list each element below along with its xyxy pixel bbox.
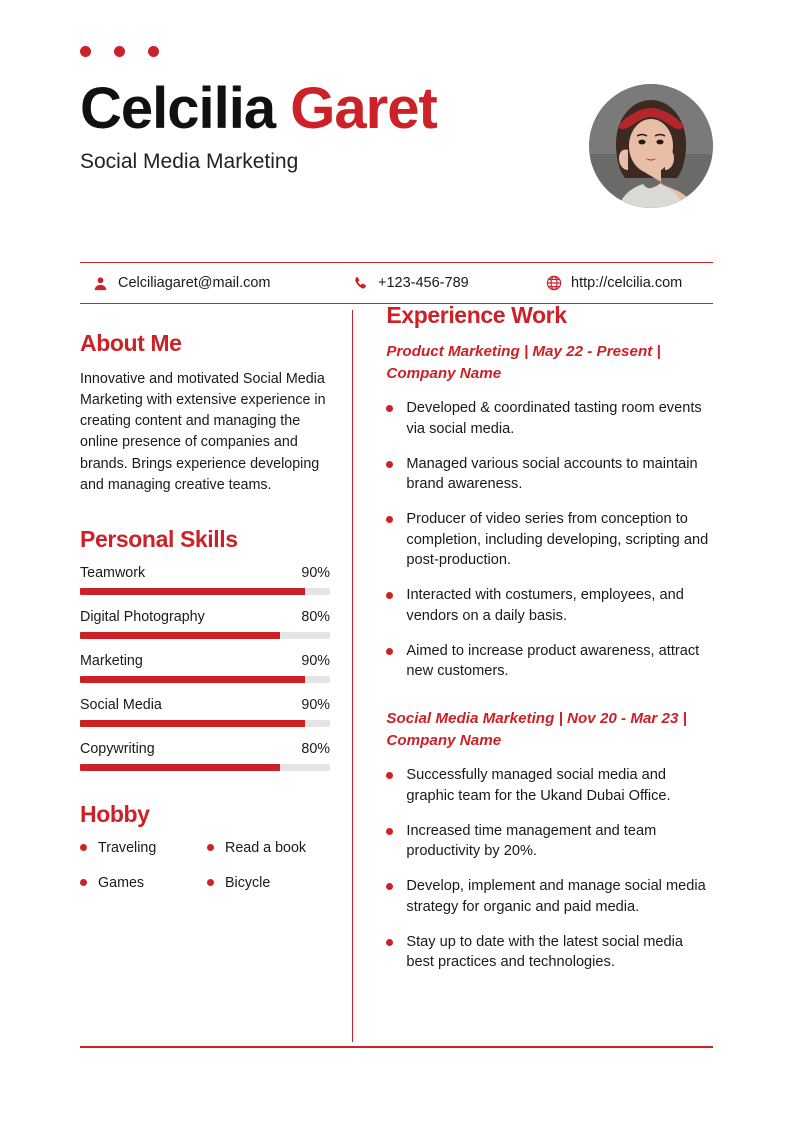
dot-icon bbox=[114, 46, 125, 57]
skill-bar-fill bbox=[80, 676, 305, 683]
skill-name: Marketing bbox=[80, 652, 143, 669]
bullet-icon bbox=[386, 939, 393, 946]
skill-bar-fill bbox=[80, 764, 280, 771]
phone-icon bbox=[352, 275, 369, 292]
skill-item bbox=[80, 565, 330, 595]
contact-phone-text: +123-456-789 bbox=[378, 275, 469, 291]
contact-website-text: http://celcilia.com bbox=[571, 275, 683, 291]
skill-bar-track bbox=[80, 632, 330, 639]
hobby-label: Traveling bbox=[98, 839, 157, 856]
bullet-text: Successfully managed social media and graphic team for the Ukand Dubai Office. bbox=[406, 767, 671, 804]
experience-bullets bbox=[386, 765, 713, 973]
bullet-icon bbox=[386, 648, 393, 655]
list-item bbox=[386, 585, 713, 626]
skill-percent: 90% bbox=[301, 564, 330, 581]
skill-bar-fill bbox=[80, 720, 305, 727]
left-column bbox=[80, 302, 352, 1044]
list-item bbox=[386, 398, 713, 439]
job-heading: Social Media Marketing | Nov 20 - Mar 23 | Company Name bbox=[386, 710, 687, 749]
bullet-icon bbox=[207, 844, 214, 851]
skill-bar-fill bbox=[80, 588, 305, 595]
bullet-icon bbox=[386, 883, 393, 890]
list-item bbox=[207, 840, 330, 856]
list-item bbox=[207, 875, 330, 891]
bullet-text: Increased time management and team productivity by 20%. bbox=[406, 822, 657, 860]
bullet-text: Stay up to date with the latest social media best practices and technologies. bbox=[406, 933, 684, 971]
globe-icon bbox=[545, 275, 562, 292]
bullet-icon bbox=[386, 405, 393, 412]
skills-title: Personal Skills bbox=[80, 525, 238, 552]
hobby-label: Bicycle bbox=[225, 874, 271, 891]
bottom-rule bbox=[80, 1046, 713, 1048]
bullet-icon bbox=[80, 844, 87, 851]
job-role: Social Media Marketing bbox=[80, 150, 299, 173]
skill-item bbox=[80, 697, 330, 727]
skill-name: Teamwork bbox=[80, 564, 146, 581]
contact-phone[interactable] bbox=[352, 275, 545, 292]
right-column bbox=[353, 302, 713, 1044]
first-name: Celcilia bbox=[80, 76, 276, 141]
bullet-text: Aimed to increase product awareness, attract new customers. bbox=[406, 642, 700, 680]
bullet-text: Developed & coordinated tasting room events via social media. bbox=[406, 400, 702, 437]
skill-percent: 90% bbox=[301, 696, 330, 713]
contact-email[interactable] bbox=[80, 275, 352, 292]
contact-email-text: Celciliagaret@mail.com bbox=[118, 275, 271, 291]
skill-name: Social Media bbox=[80, 696, 162, 713]
list-item bbox=[80, 875, 207, 891]
list-item bbox=[386, 876, 713, 917]
list-item bbox=[386, 509, 713, 571]
skill-bar-track bbox=[80, 676, 330, 683]
body bbox=[80, 302, 713, 1044]
skill-item bbox=[80, 653, 330, 683]
bullet-text: Develop, implement and manage social media strategy for organic and paid media. bbox=[406, 878, 706, 915]
about-text: Innovative and motivated Social Media Marketing with extensive experience in creating content and managing the online presence of companies and brands. Brings experience developing and managing creative teams. bbox=[80, 371, 326, 493]
list-item bbox=[80, 840, 207, 856]
list-item bbox=[386, 821, 713, 862]
bullet-icon bbox=[386, 828, 393, 835]
skill-bar-fill bbox=[80, 632, 280, 639]
bullet-text: Interacted with costumers, employees, and vendors on a daily basis. bbox=[406, 587, 684, 624]
dot-icon bbox=[80, 46, 91, 57]
hobby-label: Read a book bbox=[225, 839, 307, 856]
about-title: About Me bbox=[80, 330, 182, 356]
list-item bbox=[386, 765, 713, 806]
job-heading: Product Marketing | May 22 - Present | Company Name bbox=[386, 343, 661, 382]
skill-bar-track bbox=[80, 764, 330, 771]
experience-title: Experience Work bbox=[386, 302, 567, 328]
hobby-title: Hobby bbox=[80, 800, 150, 827]
avatar bbox=[589, 84, 713, 208]
skill-percent: 80% bbox=[301, 608, 330, 625]
contact-website[interactable] bbox=[545, 275, 713, 292]
bullet-text: Producer of video series from conception to completion, including developing, scripting and post-production. bbox=[406, 511, 709, 569]
hobby-list bbox=[80, 840, 330, 891]
last-name: Garet bbox=[290, 76, 437, 141]
person-icon bbox=[92, 275, 109, 292]
dot-icon bbox=[148, 46, 159, 57]
skill-percent: 90% bbox=[301, 652, 330, 669]
skill-bar-track bbox=[80, 588, 330, 595]
bullet-icon bbox=[386, 772, 393, 779]
bullet-icon bbox=[386, 592, 393, 599]
skill-bar-track bbox=[80, 720, 330, 727]
list-item bbox=[386, 932, 713, 973]
decorative-dots bbox=[80, 46, 159, 57]
skill-item bbox=[80, 609, 330, 639]
skill-name: Digital Photography bbox=[80, 608, 205, 625]
bullet-text: Managed various social accounts to maintain brand awareness. bbox=[406, 455, 698, 493]
bullet-icon bbox=[386, 461, 393, 468]
bullet-icon bbox=[386, 516, 393, 523]
list-item bbox=[386, 641, 713, 682]
skill-name: Copywriting bbox=[80, 740, 155, 757]
list-item bbox=[386, 454, 713, 495]
header bbox=[80, 76, 713, 220]
experience-bullets bbox=[386, 398, 713, 682]
bullet-icon bbox=[80, 879, 87, 886]
skill-item bbox=[80, 741, 330, 771]
skill-percent: 80% bbox=[301, 740, 330, 757]
hobby-label: Games bbox=[98, 874, 145, 891]
contact-bar bbox=[80, 262, 713, 304]
bullet-icon bbox=[207, 879, 214, 886]
